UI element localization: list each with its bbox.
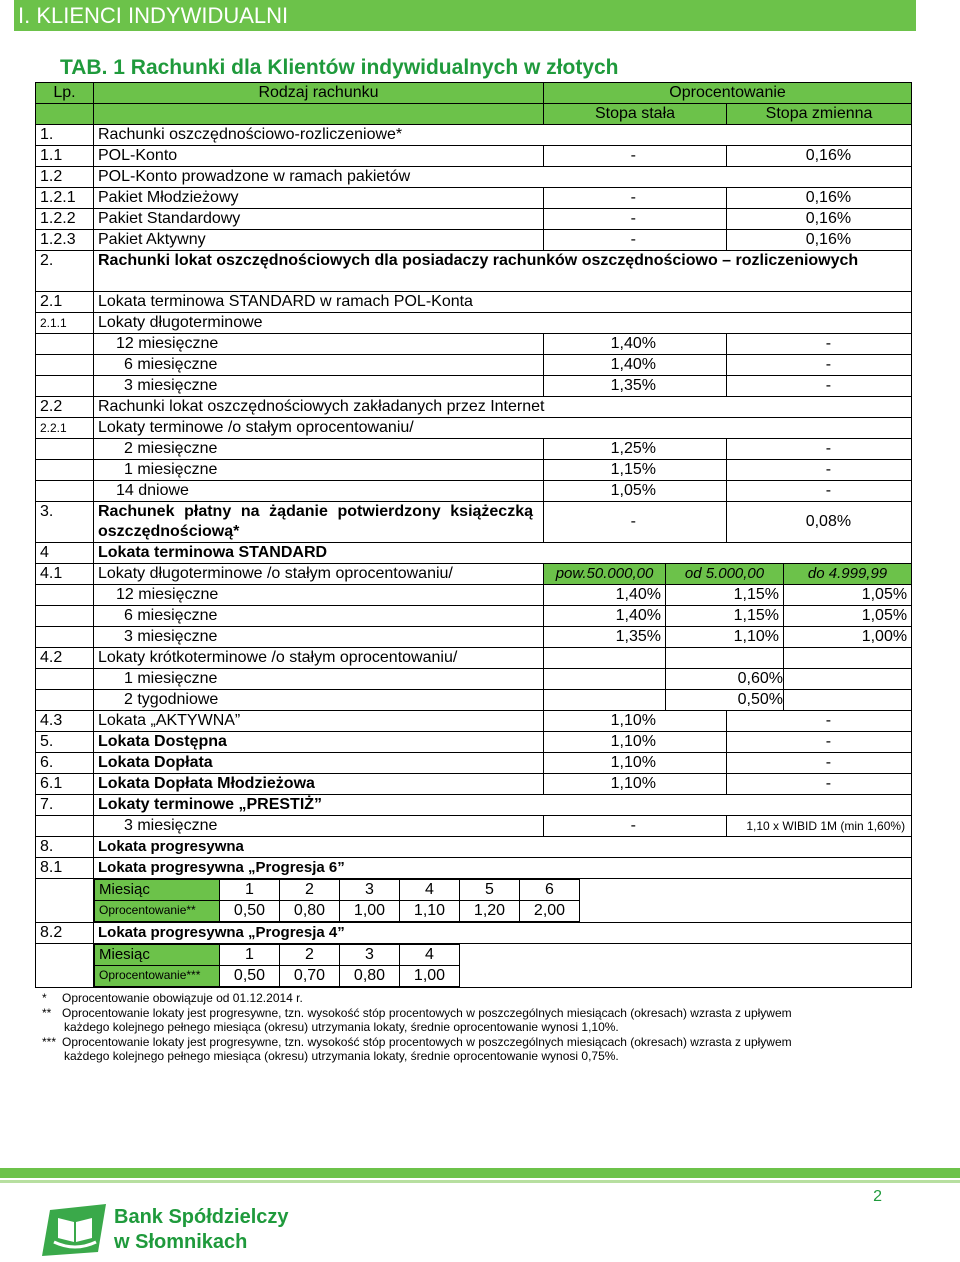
footer-rule-light [0, 1180, 960, 1183]
table-row: 8.2 Lokata progresywna „Progresja 4” [36, 923, 912, 944]
footnotes [42, 991, 922, 1064]
header-rate: Oprocentowanie [544, 83, 912, 104]
table-row: 3 miesięczne - 1,10 x WIBID 1M (min 1,60%) [36, 816, 912, 837]
table-row: 1.2.2 Pakiet Standardowy - 0,16% [36, 209, 912, 230]
header-fixed-rate: Stopa stała [544, 104, 727, 125]
table-row: 3 miesięczne 1,35% - [36, 376, 912, 397]
row-name: Rachunki oszczędnościowo-rozliczeniowe* [94, 125, 912, 146]
table-row: 5. Lokata Dostępna 1,10% - [36, 732, 912, 753]
header-type: Rodzaj rachunku [94, 83, 544, 104]
amount-band-header: do 4.999,99 [784, 564, 912, 585]
progression-table: Miesiąc 1 2 3 4 5 6 Oprocentowanie** 0,50 0,80 1,00 1,10 1,20 2,00 [94, 879, 580, 922]
progression-table: Miesiąc 1 2 3 4 Oprocentowanie*** 0,50 0,70 0,80 1,00 [94, 944, 460, 987]
amount-band-header: od 5.000,00 [666, 564, 784, 585]
book-logo-icon [40, 1202, 110, 1257]
table-row: 4.1 Lokaty długoterminowe /o stałym oprocentowaniu/ pow.50.000,00 od 5.000,00 do 4.999,99 [36, 564, 912, 585]
table-row: 3 miesięczne 1,35% 1,10% 1,00% [36, 627, 912, 648]
table-row: 4.2 Lokaty krótkoterminowe /o stałym oprocentowaniu/ [36, 648, 912, 669]
section-title: I. KLIENCI INDYWIDUALNI [18, 3, 289, 28]
table-row: 8. Lokata progresywna [36, 837, 912, 858]
table-row: 1.1 POL-Konto - 0,16% [36, 146, 912, 167]
section-header-bar [14, 0, 916, 31]
table-row: 2.2 Rachunki lokat oszczędnościowych zakładanych przez Internet [36, 397, 912, 418]
table-row: 1 miesięczne 1,15% - [36, 460, 912, 481]
header-variable-rate: Stopa zmienna [727, 104, 912, 125]
table-row: 1 miesięczne 0,60% [36, 669, 912, 690]
table-row: 2.1.1 Lokaty długoterminowe [36, 313, 912, 334]
table-row: 4.3 Lokata „AKTYWNA” 1,10% - [36, 711, 912, 732]
table-row: 6 miesięczne 1,40% 1,15% 1,05% [36, 606, 912, 627]
table-row: 6.1 Lokata Dopłata Młodzieżowa 1,10% - [36, 774, 912, 795]
table-row: 2.1 Lokata terminowa STANDARD w ramach POL-Konta [36, 292, 912, 313]
table-row: 8.1 Lokata progresywna „Progresja 6” [36, 858, 912, 879]
table-row [36, 944, 912, 988]
table-row: 2 tygodniowe 0,50% [36, 690, 912, 711]
table-row: 1.2 POL-Konto prowadzone w ramach pakietów [36, 167, 912, 188]
table-row: 1.2.1 Pakiet Młodzieżowy - 0,16% [36, 188, 912, 209]
rates-table [35, 82, 912, 988]
table-row: 2.2.1 Lokaty terminowe /o stałym oprocentowaniu/ [36, 418, 912, 439]
table-row: 3. Rachunek płatny na żądanie potwierdzony książeczką oszczędnościową* - 0,08% [36, 502, 912, 543]
bank-name: Bank Spółdzielczy w Słomnikach [114, 1206, 289, 1253]
table-row: 2. Rachunki lokat oszczędnościowych dla posiadaczy rachunków oszczędnościowo – rozliczeniowych [36, 251, 912, 292]
footer-rule [0, 1168, 960, 1178]
table-row: 4 Lokata terminowa STANDARD [36, 543, 912, 564]
table-row: 1. Rachunki oszczędnościowo-rozliczeniowe* [36, 125, 912, 146]
table-row [36, 879, 912, 923]
table-row: 12 miesięczne 1,40% 1,15% 1,05% [36, 585, 912, 606]
table-title: TAB. 1 Rachunki dla Klientów indywidualnych w złotych [60, 56, 619, 79]
amount-band-header: pow.50.000,00 [544, 564, 666, 585]
table-row: 1.2.3 Pakiet Aktywny - 0,16% [36, 230, 912, 251]
table-subheader-row [36, 104, 912, 125]
table-row: 6. Lokata Dopłata 1,10% - [36, 753, 912, 774]
table-header-row [36, 83, 912, 104]
page-number: 2 [873, 1188, 882, 1205]
table-row: 6 miesięczne 1,40% - [36, 355, 912, 376]
table-row: 14 dniowe 1,05% - [36, 481, 912, 502]
table-row: 12 miesięczne 1,40% - [36, 334, 912, 355]
footnote: ** Oprocentowanie lokaty jest progresywne, tzn. wysokość stóp procentowych w poszczególnych miesiącach (okresach) wzrasta z upływem każdego kolejnego pełnego miesiąca (okresu) utrzymania lokaty, średnie oprocentowanie wynosi 1,10%. [42, 1006, 792, 1034]
table-row: 2 miesięczne 1,25% - [36, 439, 912, 460]
footnote: *** Oprocentowanie lokaty jest progresywne, tzn. wysokość stóp procentowych w poszczególnych miesiącach (okresach) wzrasta z upływem każdego kolejnego pełnego miesiąca (okresu) utrzymania lokaty, średnie oprocentowanie wynosi 0,75%. [42, 1035, 792, 1063]
header-lp: Lp. [36, 83, 94, 104]
footnote: * Oprocentowanie obowiązuje od 01.12.2014 r. [42, 991, 303, 1005]
table-row: 7. Lokaty terminowe „PRESTIŻ” [36, 795, 912, 816]
